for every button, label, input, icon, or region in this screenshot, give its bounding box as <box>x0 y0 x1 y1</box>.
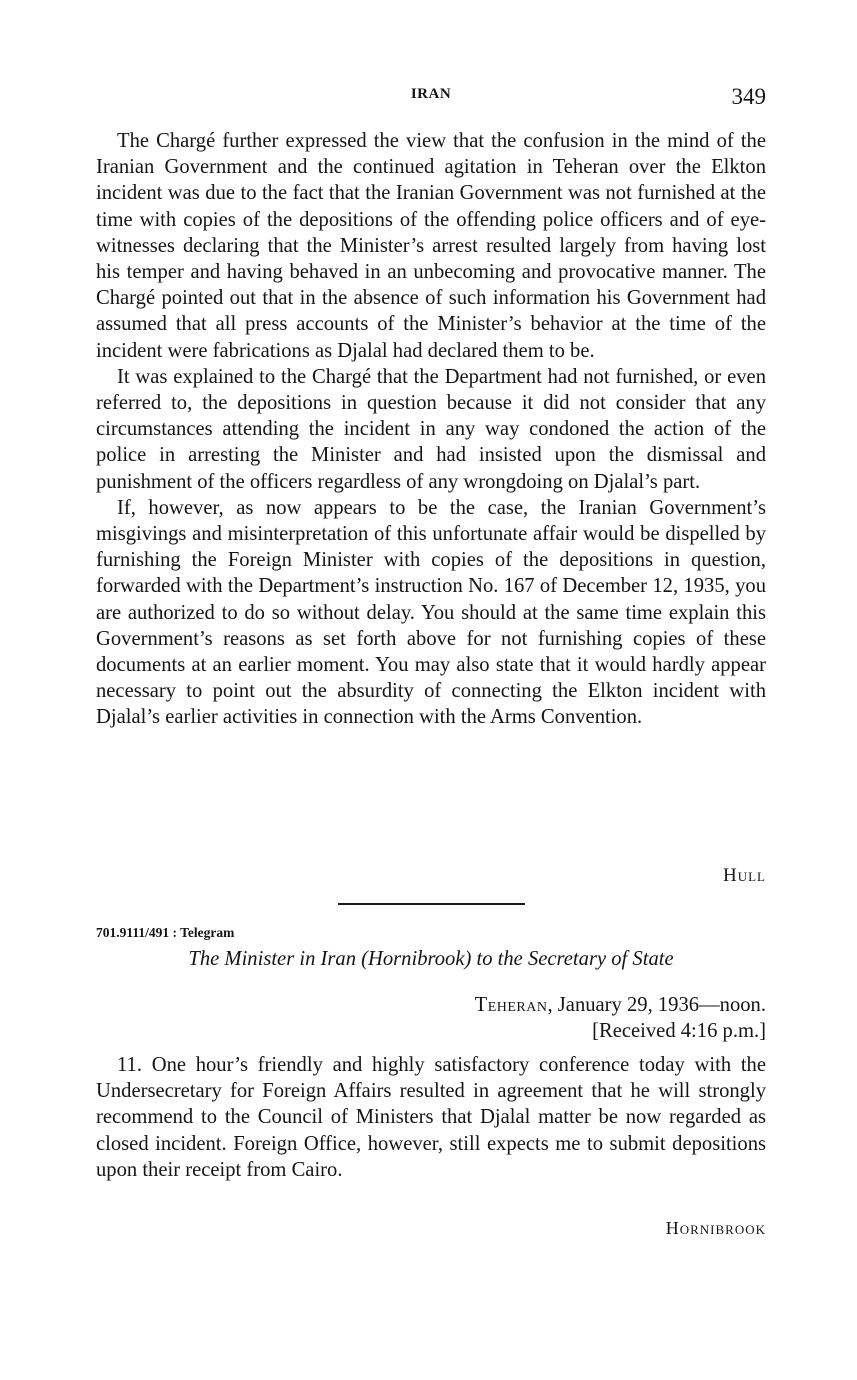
body-text <box>96 128 766 731</box>
signature-hull: Hull <box>723 865 766 886</box>
running-head-title: IRAN <box>410 86 452 102</box>
dateline-date: , January 29, 1936—noon. <box>547 994 766 1016</box>
telegram-paragraph: 11. One hour’s friendly and highly satisfactory conference today with the Undersecretary for Foreign Affairs resulted in agreement that he will strongly recommend to the Council of Ministers that Djalal matter be now regarded as closed incident. Foreign Office, however, still expects me to submit depositions upon their receipt from Cairo. <box>96 1054 766 1181</box>
running-head <box>96 84 766 112</box>
dateline-place: Teheran <box>474 994 548 1016</box>
paragraph-1: The Chargé further expressed the view that the confusion in the mind of the Iranian Government and the continued agitation in Teheran over the Elkton incident was due to the fact that the Iranian Government was not furnished at the time with copies of the depositions of the offending police officers and of eye-witnesses declaring that the Minister’s arrest resulted largely from having lost his temper and having behaved in an unbecoming and provocative manner. The Chargé pointed out that in the absence of such information his Government had assumed that all press accounts of the Minister’s behavior at the time of the incident were fabrications as Djalal had declared them to be. <box>96 130 766 362</box>
dateline <box>475 994 766 1017</box>
received-line: [Received 4:16 p.m.] <box>592 1020 766 1042</box>
section-divider <box>338 903 525 905</box>
page-number: 349 <box>731 84 766 109</box>
paragraph-2: It was explained to the Chargé that the Department had not furnished, or even referred to, the depositions in question because it did not consider that any circumstances attending the incident in any way condoned the action of the police in arresting the Minister and had insisted upon the dismissal and punishment of the officers regardless of any wrongdoing on Djalal’s part. <box>96 365 766 493</box>
document-file-number: 701.9111/491 : Telegram <box>96 925 235 940</box>
signature-hornibrook: Hornibrook <box>665 1218 766 1238</box>
telegram-body <box>96 1052 766 1183</box>
paragraph-3: If, however, as now appears to be the case, the Iranian Government’s misgivings and misinterpretation of this unfortunate affair would be dispelled by furnishing the Foreign Minister with copies of the depositions in question, forwarded with the Department’s instruction No. 167 of December 12, 1935, you are authorized to do so without delay. You should at the same time explain this Government’s reasons as set forth above for not furnishing copies of these documents at an earlier moment. You may also state that it would hardly appear necessary to point out the absurdity of connecting the Elkton incident with Djalal’s earlier activities in connection with the Arms Convention. <box>96 496 766 729</box>
document-caption: The Minister in Iran (Hornibrook) to the Secretary of State <box>188 948 674 970</box>
